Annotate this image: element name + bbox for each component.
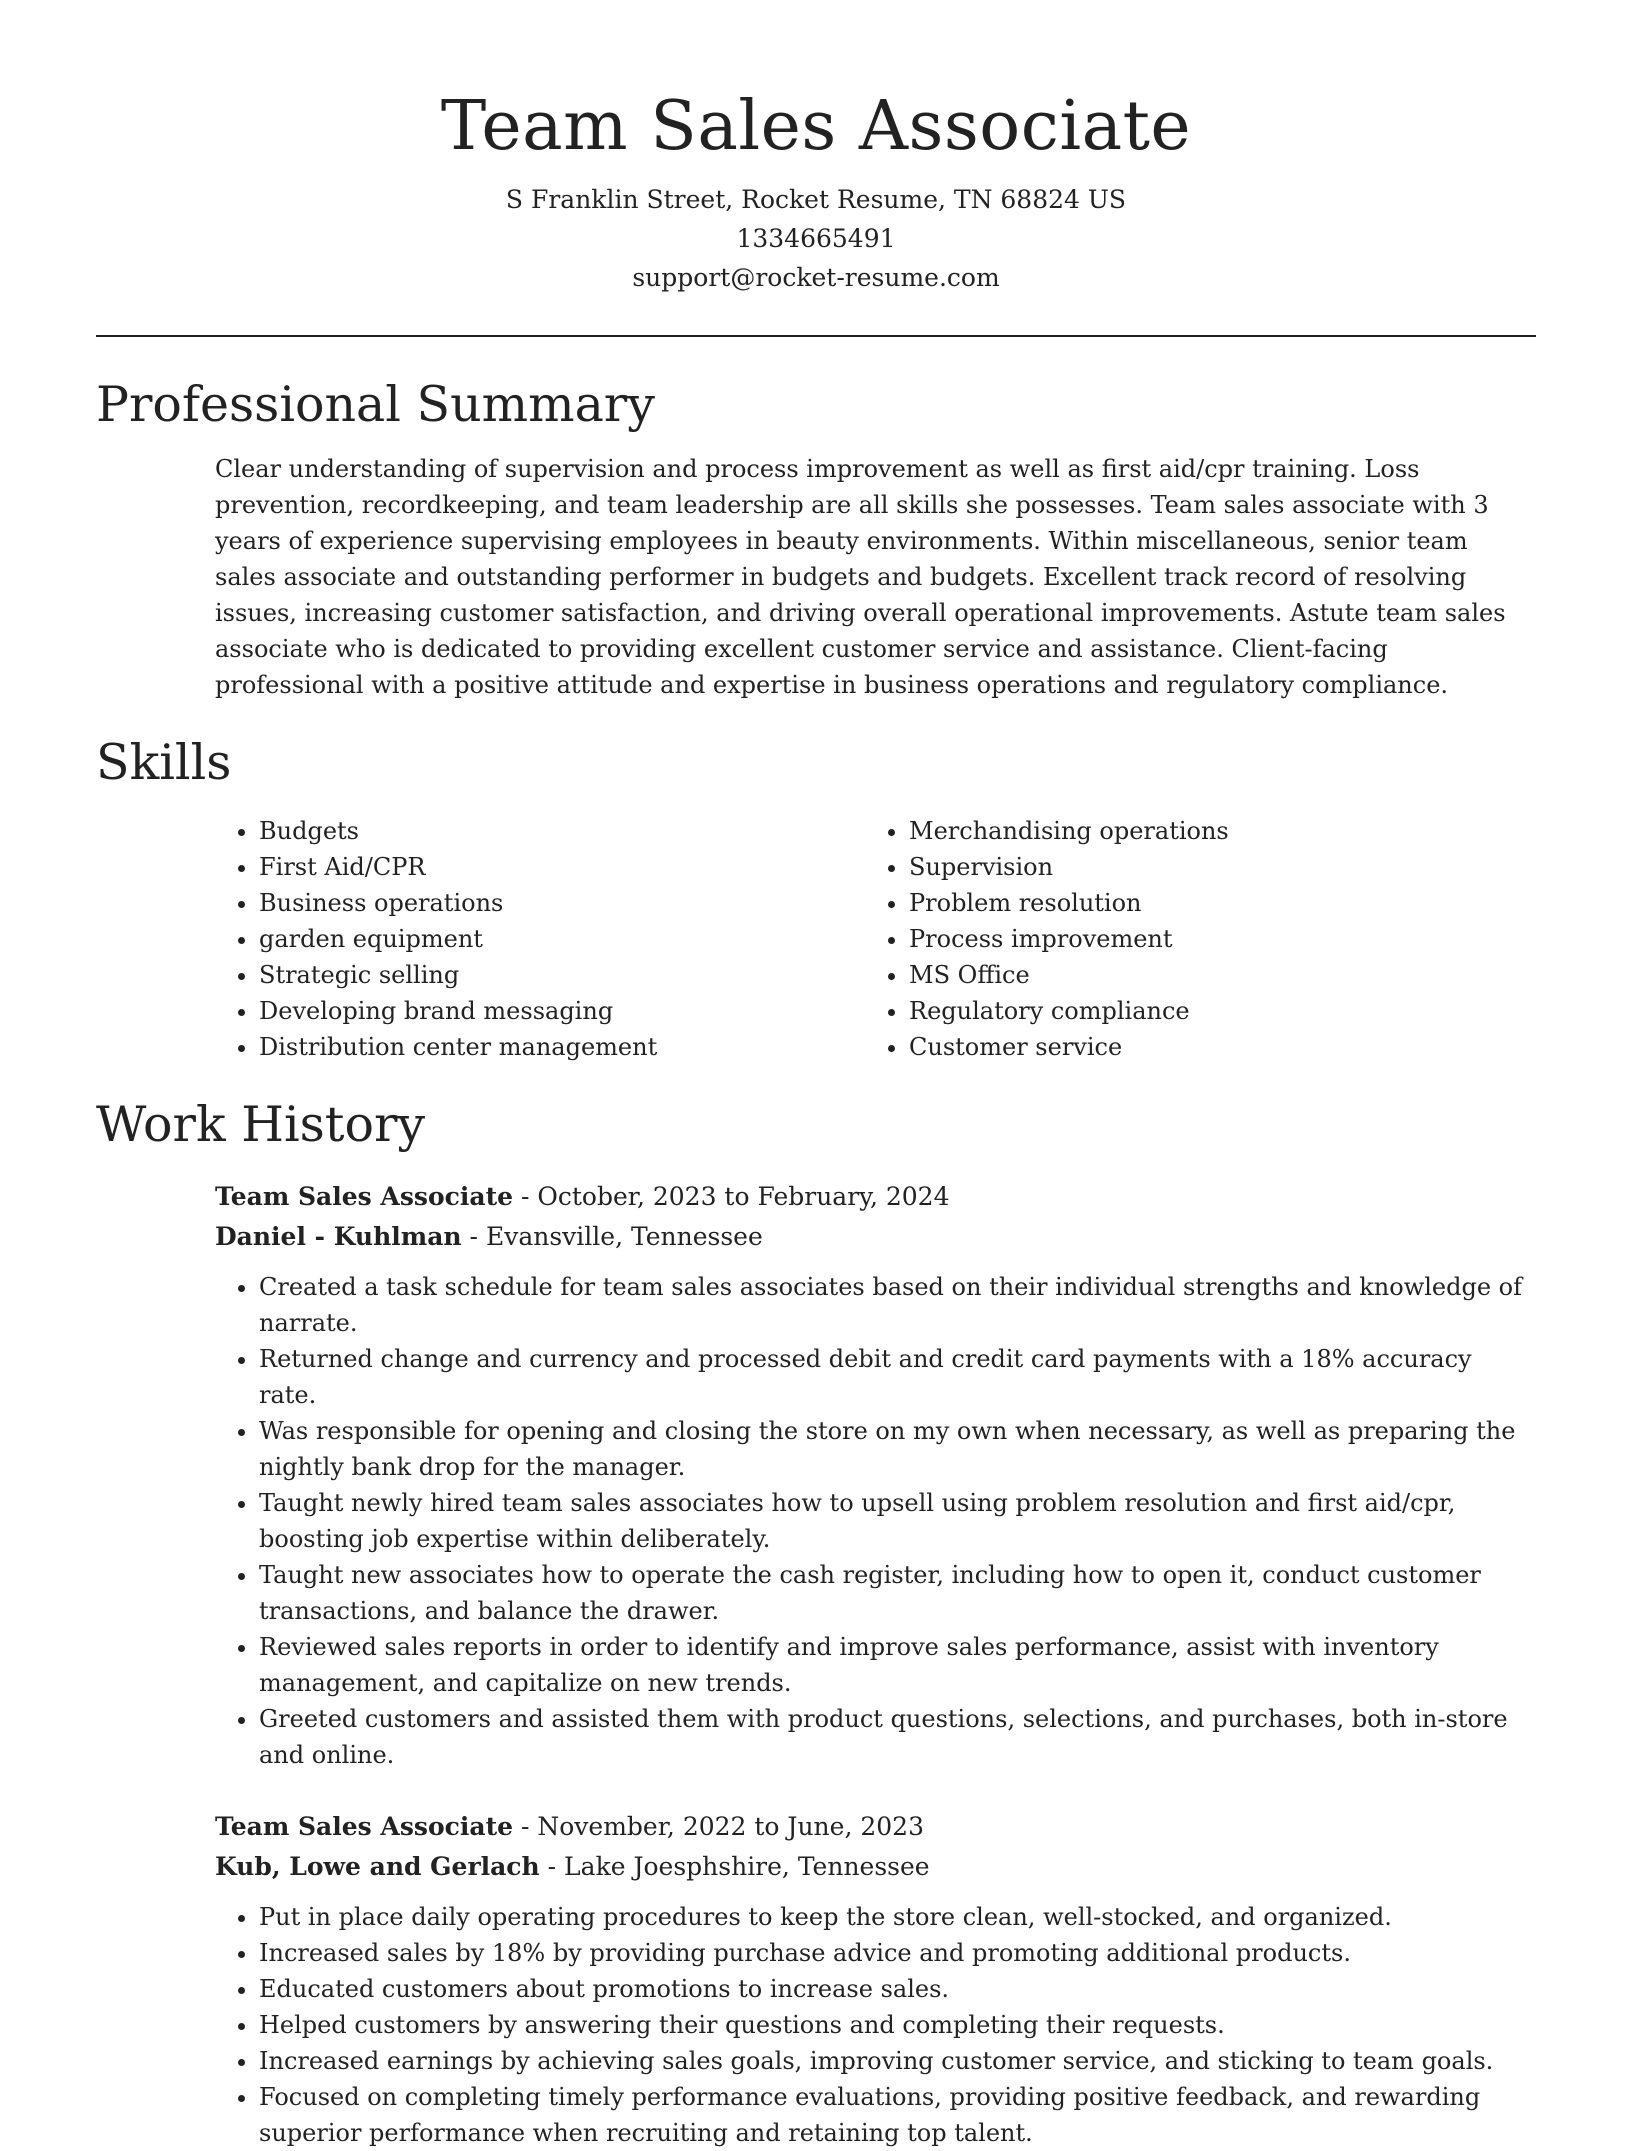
- skill-item: • Supervision: [909, 849, 1509, 885]
- job-bullet: • Returned change and currency and processed debit and credit card payments with a 18% accuracy rate.: [259, 1341, 1536, 1413]
- job-bullet: • Taught new associates how to operate the cash register, including how to open it, conduct customer transactions, and balance the drawer.: [259, 1557, 1536, 1629]
- job-bullet: • Greeted customers and assisted them with product questions, selections, and purchases, both in-store and online.: [259, 1701, 1536, 1773]
- job-bullets: [215, 1899, 1536, 2151]
- job-title: Team Sales Associate: [215, 1812, 514, 1841]
- job-bullet: • Increased sales by 18% by providing purchase advice and promoting additional products.: [259, 1935, 1536, 1971]
- skills-list-right: [865, 813, 1509, 1065]
- job-dates: - November, 2022 to June, 2023: [513, 1812, 924, 1841]
- job-employer: Kub, Lowe and Gerlach: [215, 1852, 540, 1881]
- skill-item: • Budgets: [259, 813, 865, 849]
- job-bullet: • Was responsible for opening and closing the store on my own when necessary, as well as preparing the nightly bank drop for the manager.: [259, 1413, 1536, 1485]
- job-bullet: • Helped customers by answering their questions and completing their requests.: [259, 2007, 1536, 2043]
- job-employer-line: [215, 1847, 1536, 1887]
- header-divider: [96, 335, 1536, 337]
- job-title-line: [215, 1807, 1536, 1847]
- job-bullet: • Focused on completing timely performance evaluations, providing positive feedback, and rewarding superior performance when recruiting and retaining top talent.: [259, 2079, 1536, 2151]
- skills-heading: Skills: [96, 734, 232, 791]
- work-history-heading: Work History: [96, 1096, 426, 1153]
- job-bullet: • Taught newly hired team sales associates how to upsell using problem resolution and first aid/cpr, boosting job expertise within deliberately.: [259, 1485, 1536, 1557]
- summary-heading: Professional Summary: [96, 376, 655, 433]
- skills-section: [96, 731, 1536, 1065]
- skill-item: • Problem resolution: [909, 885, 1509, 921]
- job-title: Team Sales Associate: [215, 1182, 514, 1211]
- work-history-section: [96, 1093, 1536, 2151]
- job-location: - Evansville, Tennessee: [461, 1222, 763, 1251]
- job-bullet: • Reviewed sales reports in order to identify and improve sales performance, assist with inventory management, and capitalize on new trends.: [259, 1629, 1536, 1701]
- skills-grid: [215, 813, 1536, 1065]
- skill-item: • Regulatory compliance: [909, 993, 1509, 1029]
- job-bullets: [215, 1269, 1536, 1773]
- job-employer: Daniel - Kuhlman: [215, 1222, 462, 1251]
- skill-item: • MS Office: [909, 957, 1509, 993]
- skill-item: • garden equipment: [259, 921, 865, 957]
- resume-page: [96, 0, 1536, 2151]
- job-bullet: • Increased earnings by achieving sales goals, improving customer service, and sticking to team goals.: [259, 2043, 1536, 2079]
- skill-item: • Business operations: [259, 885, 865, 921]
- contact-address: S Franklin Street, Rocket Resume, TN 68824 US: [505, 185, 1127, 214]
- contact-info: [96, 180, 1536, 297]
- contact-phone: 1334665491: [736, 224, 896, 253]
- job-bullet: • Put in place daily operating procedures to keep the store clean, well-stocked, and organized.: [259, 1899, 1536, 1935]
- job-location: - Lake Joesphshire, Tennessee: [539, 1852, 930, 1881]
- job-dates: - October, 2023 to February, 2024: [513, 1182, 950, 1211]
- job-title-line: [215, 1177, 1536, 1217]
- skills-list-left: [215, 813, 865, 1065]
- skill-item: • Merchandising operations: [909, 813, 1509, 849]
- skill-item: • Distribution center management: [259, 1029, 865, 1065]
- skill-item: • Customer service: [909, 1029, 1509, 1065]
- resume-name: Team Sales Associate: [440, 87, 1192, 166]
- job-bullet: • Educated customers about promotions to increase sales.: [259, 1971, 1536, 2007]
- job-bullet: • Created a task schedule for team sales associates based on their individual strengths and knowledge of narrate.: [259, 1269, 1536, 1341]
- job-entry: [215, 1807, 1536, 2151]
- summary-section: [96, 373, 1536, 703]
- summary-text: Clear understanding of supervision and process improvement as well as first aid/cpr training. Loss prevention, recordkeeping, and team leadership are all skills she possesses. Team sales associate with 3 years of experience supervising employees in beauty environments. Within miscellaneous, senior team sales associate and outstanding performer in budgets and budgets. Excellent track record of resolving issues, increasing customer satisfaction, and driving overall operational improvements. Astute team sales associate who is dedicated to providing excellent customer service and assistance. Client-facing professional with a positive attitude and expertise in business operations and regulatory compliance.: [215, 455, 1506, 699]
- job-entry: [215, 1177, 1536, 1773]
- skill-item: • Developing brand messaging: [259, 993, 865, 1029]
- resume-header: [96, 0, 1536, 297]
- skill-item: • First Aid/CPR: [259, 849, 865, 885]
- job-employer-line: [215, 1217, 1536, 1257]
- skill-item: • Strategic selling: [259, 957, 865, 993]
- skill-item: • Process improvement: [909, 921, 1509, 957]
- contact-email: support@rocket-resume.com: [632, 263, 1000, 292]
